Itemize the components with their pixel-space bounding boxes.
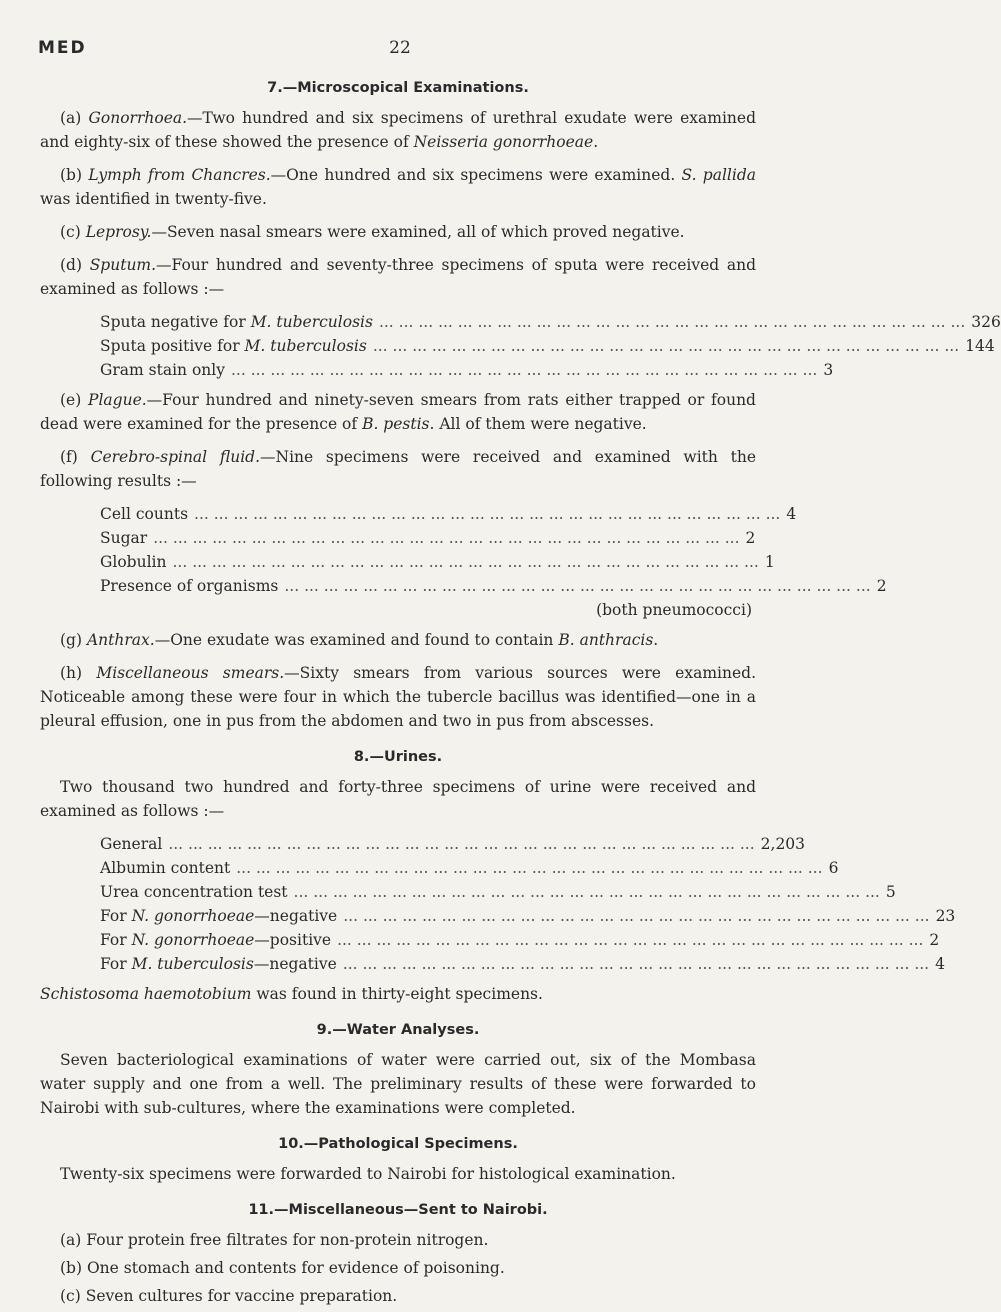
page-content <box>40 76 1001 1312</box>
result-label: For N. gonorrhoeae—negative <box>100 907 338 925</box>
dot-leader: ... ... ... ... ... ... ... ... ... ... ... ... ... ... ... ... ... ... ... ... ... ... ... ... ... ... ... ... ... ... <box>236 859 823 877</box>
result-row <box>100 904 956 928</box>
result-row <box>100 574 887 598</box>
result-value: 1 <box>764 553 775 571</box>
result-value: 144 <box>965 337 995 355</box>
result-row <box>100 358 834 382</box>
dot-leader: ... ... ... ... ... ... ... ... ... ... ... ... ... ... ... ... ... ... ... ... ... ... ... ... ... ... ... ... ... ... <box>172 553 759 571</box>
result-label: Presence of organisms <box>100 577 279 595</box>
para-csf: (f) Cerebro-spinal fluid.—Nine specimens were received and examined with the following results :— <box>40 448 756 490</box>
section-title-urines: 8.—Urines. <box>353 749 443 765</box>
result-label: General <box>100 835 163 853</box>
dot-leader: ... ... ... ... ... ... ... ... ... ... ... ... ... ... ... ... ... ... ... ... ... ... ... ... ... ... ... ... ... ... <box>337 931 924 949</box>
running-head: MED <box>38 38 87 58</box>
result-label: Cell counts <box>100 505 189 523</box>
section-title-pathological: 10.—Pathological Specimens. <box>278 1136 518 1152</box>
result-label: Sputa positive for M. tuberculosis <box>100 337 367 355</box>
dot-leader: ... ... ... ... ... ... ... ... ... ... ... ... ... ... ... ... ... ... ... ... ... ... ... ... ... ... ... ... ... ... <box>293 883 880 901</box>
para-sputum: (d) Sputum.—Four hundred and seventy-three specimens of sputa were received and examined as follows :— <box>40 256 757 298</box>
dot-leader: ... ... ... ... ... ... ... ... ... ... ... ... ... ... ... ... ... ... ... ... ... ... ... ... ... ... ... ... ... ... <box>284 577 871 595</box>
result-label: For M. tuberculosis—negative <box>100 955 337 973</box>
list-item: (b) One stomach and contents for evidence of poisoning. <box>60 1259 505 1277</box>
page-number: 22 <box>389 38 411 58</box>
result-label: Urea concentration test <box>100 883 288 901</box>
dot-leader: ... ... ... ... ... ... ... ... ... ... ... ... ... ... ... ... ... ... ... ... ... ... ... ... ... ... ... ... ... ... <box>342 955 930 973</box>
result-row <box>100 856 839 880</box>
result-label: Gram stain only <box>100 361 225 379</box>
result-value: 4 <box>786 505 797 523</box>
result-row <box>100 526 756 550</box>
csf-note: (both pneumococci) <box>596 601 752 619</box>
para-chancres: (b) Lymph from Chancres.—One hundred and six specimens were examined. S. pallida was identified in twenty-five. <box>40 166 757 208</box>
para-water: Seven bacteriological examinations of water were carried out, six of the Mombasa water supply and one from a well. The preliminary results of these were forwarded to Nairobi with sub-cultures, where the examinations were completed. <box>40 1051 756 1117</box>
result-value: 6 <box>828 859 839 877</box>
misc-nairobi-list <box>40 1228 756 1308</box>
result-row <box>100 550 775 574</box>
result-value: 4 <box>935 955 945 973</box>
result-label: Albumin content <box>100 859 231 877</box>
para-leprosy: (c) Leprosy.—Seven nasal smears were examined, all of which proved negative. <box>60 223 685 241</box>
result-label: Sugar <box>100 529 148 547</box>
result-value: 2,203 <box>760 835 806 853</box>
result-value: 3 <box>823 361 834 379</box>
result-value: 2 <box>876 577 887 595</box>
dot-leader: ... ... ... ... ... ... ... ... ... ... ... ... ... ... ... ... ... ... ... ... ... ... ... ... ... ... ... ... ... ... <box>153 529 740 547</box>
csf-results <box>100 502 887 598</box>
section-title-misc-nairobi: 11.—Miscellaneous—Sent to Nairobi. <box>248 1202 548 1218</box>
para-gonorrhoea: (a) Gonorrhoea.—Two hundred and six specimens of urethral exudate were examined and eighty-six of these showed the presence of Neisseria gonorrhoeae. <box>40 109 756 151</box>
para-plague: (e) Plague.—Four hundred and ninety-seven smears from rats either trapped or found dead were examined for the presence of B. pestis. All of them were negative. <box>40 391 756 433</box>
result-row <box>100 928 940 952</box>
dot-leader: ... ... ... ... ... ... ... ... ... ... ... ... ... ... ... ... ... ... ... ... ... ... ... ... ... ... ... ... ... ... <box>378 313 966 331</box>
dot-leader: ... ... ... ... ... ... ... ... ... ... ... ... ... ... ... ... ... ... ... ... ... ... ... ... ... ... ... ... ... ... <box>168 835 755 853</box>
result-row <box>100 502 797 526</box>
result-row <box>100 952 945 976</box>
result-value: 5 <box>885 883 896 901</box>
para-schistosoma: Schistosoma haemotobium was found in thirty-eight specimens. <box>40 985 543 1003</box>
urine-results <box>100 832 956 976</box>
dot-leader: ... ... ... ... ... ... ... ... ... ... ... ... ... ... ... ... ... ... ... ... ... ... ... ... ... ... ... ... ... ... <box>230 361 818 379</box>
result-value: 326 <box>971 313 1001 331</box>
result-row <box>100 832 806 856</box>
list-item: (a) Four protein free filtrates for non-protein nitrogen. <box>60 1231 489 1249</box>
list-item: (c) Seven cultures for vaccine preparation. <box>60 1287 398 1305</box>
para-misc-smears: (h) Miscellaneous smears.—Sixty smears from various sources were examined. Noticeable among these were four in which the tubercle bacillus was identified—one in a pleural effusion, one in pus from the abdomen and two in pus from abscesses. <box>40 664 756 730</box>
sputum-results <box>100 310 1001 382</box>
dot-leader: ... ... ... ... ... ... ... ... ... ... ... ... ... ... ... ... ... ... ... ... ... ... ... ... ... ... ... ... ... ... <box>343 907 930 925</box>
dot-leader: ... ... ... ... ... ... ... ... ... ... ... ... ... ... ... ... ... ... ... ... ... ... ... ... ... ... ... ... ... ... <box>372 337 960 355</box>
result-label: Sputa negative for M. tuberculosis <box>100 313 373 331</box>
result-value: 2 <box>929 931 940 949</box>
para-urines-intro: Two thousand two hundred and forty-three specimens of urine were received and examined as follows :— <box>40 778 756 820</box>
para-anthrax: (g) Anthrax.—One exudate was examined and found to contain B. anthracis. <box>60 631 659 649</box>
result-value: 2 <box>745 529 756 547</box>
result-row <box>100 334 995 358</box>
para-pathological: Twenty-six specimens were forwarded to Nairobi for histological examination. <box>60 1165 676 1183</box>
result-value: 23 <box>935 907 956 925</box>
result-label: For N. gonorrhoeae—positive <box>100 931 332 949</box>
section-title-water: 9.—Water Analyses. <box>316 1022 480 1038</box>
result-label: Globulin <box>100 553 167 571</box>
result-row <box>100 310 1001 334</box>
dot-leader: ... ... ... ... ... ... ... ... ... ... ... ... ... ... ... ... ... ... ... ... ... ... ... ... ... ... ... ... ... ... <box>194 505 781 523</box>
result-row <box>100 880 896 904</box>
section-title-microscopical: 7.—Microscopical Examinations. <box>267 80 529 96</box>
